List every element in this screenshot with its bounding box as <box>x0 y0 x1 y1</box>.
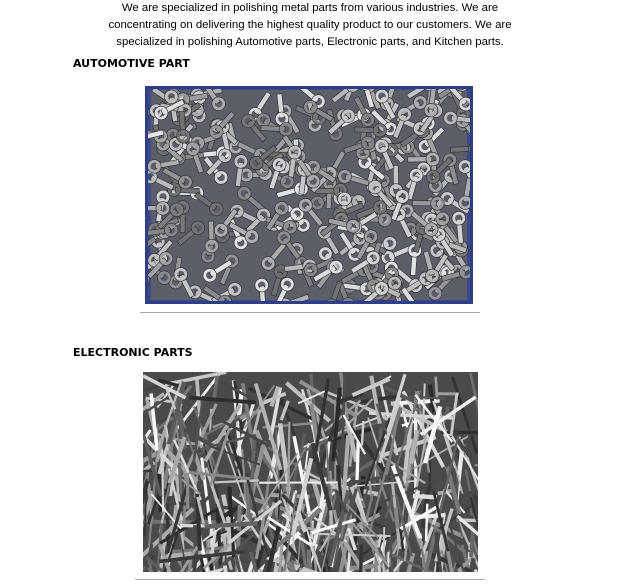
metal-wrench-parts-icon <box>145 86 473 304</box>
electronic-parts-photo <box>143 372 478 572</box>
automotive-parts-photo <box>145 86 473 304</box>
intro-line: concentrating on delivering the highest quality product to our customers. We are <box>108 19 512 31</box>
automotive-heading: AUTOMOTIVE PART <box>73 57 190 70</box>
intro-line: We are specialized in polishing metal parts from various industries. We are <box>121 2 499 14</box>
electronic-heading: ELECTRONIC PARTS <box>73 346 193 359</box>
intro-paragraph <box>40 0 580 51</box>
electronic-divider <box>135 579 485 580</box>
metal-pin-parts-icon <box>143 372 478 572</box>
intro-line: specialized in polishing Automotive parts, Electronic parts, and Kitchen parts. <box>116 36 504 48</box>
automotive-divider <box>140 312 480 313</box>
